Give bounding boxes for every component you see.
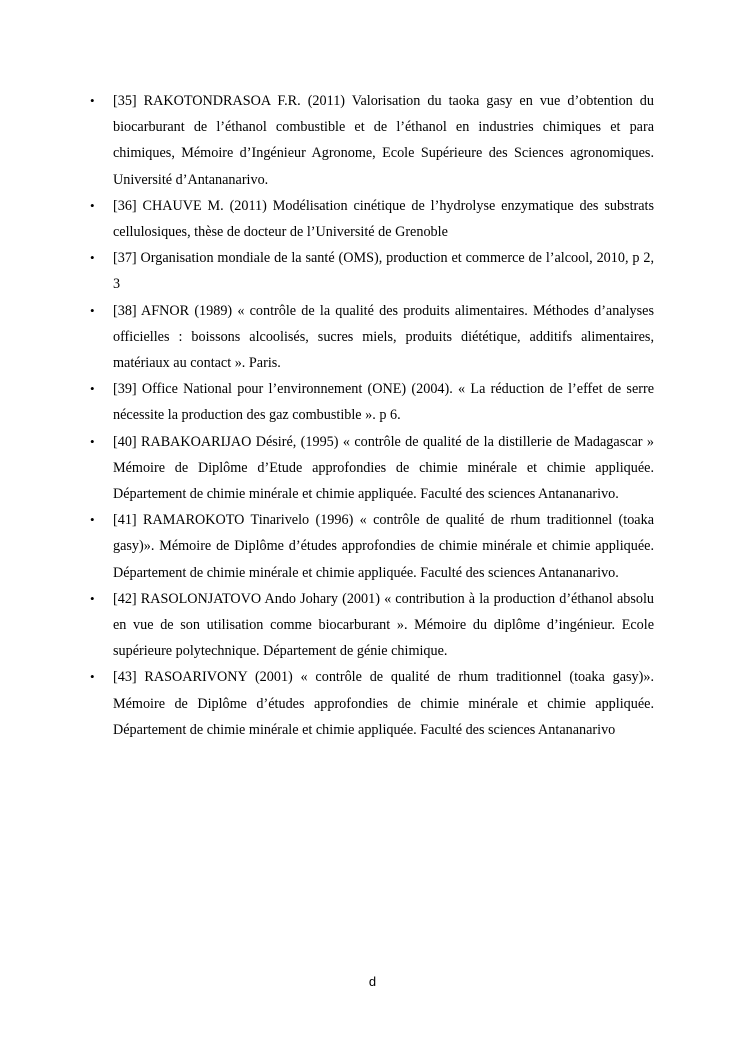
reference-text: [36] CHAUVE M. (2011) Modélisation cinétique de l’hydrolyse enzymatique des substrats cellulosiques, thèse de docteur de l’Université de Grenoble xyxy=(113,197,654,241)
reference-text: [35] RAKOTONDRASOA F.R. (2011) Valorisation du taoka gasy en vue d’obtention du biocarburant de l’éthanol combustible et de l’éthanol en industries chimiques et para chimiques, Mémoire d’Ingénieur Agronome, Ecole Supérieure des Sciences agronomiques. Université d’Antananarivo. xyxy=(113,93,654,188)
reference-text: [42] RASOLONJATOVO Ando Johary (2001) « contribution à la production d’éthanol absolu en vue de son utilisation comme biocarburant ». Mémoire du diplôme d’ingénieur. Ecole supérieure polytechnique. Département de génie chimique. xyxy=(113,590,654,660)
reference-text: [39] Office National pour l’environnement (ONE) (2004). « La réduction de l’effet de serre nécessite la production des gaz combustible ». p 6. xyxy=(113,381,654,424)
bullet-icon: • xyxy=(90,433,95,449)
bullet-icon: • xyxy=(90,93,95,108)
bullet-icon: • xyxy=(90,197,95,213)
reference-text: [40] RABAKOARIJAO Désiré, (1995) « contrôle de qualité de la distillerie de Madagascar » Mémoire de Diplôme d’Etude approfondies de chimie minérale et chimie appliquée. Département de chimie minérale et chimie appliquée. Faculté des sciences Antananarivo. xyxy=(113,433,654,503)
reference-text: [37] Organisation mondiale de la santé (OMS), production et commerce de l’alcool, 2010, p 2, 3 xyxy=(113,250,654,293)
bullet-icon: • xyxy=(90,381,95,397)
reference-list xyxy=(90,88,654,743)
bullet-icon: • xyxy=(90,302,95,318)
reference-text: [38] AFNOR (1989) « contrôle de la qualité des produits alimentaires. Méthodes d’analyses officielles : boissons alcoolisés, sucres miels, produits diététique, additifs alimentaires, matériaux au contact ». Paris. xyxy=(113,302,654,372)
bullet-icon: • xyxy=(90,669,95,685)
reference-text: [43] RASOARIVONY (2001) « contrôle de qualité de rhum traditionnel (toaka gasy)». Mémoire de Diplôme d’études approfondies de chimie minérale et chimie appliquée. Département de chimie minérale et chimie appliquée. Faculté des sciences Antananarivo xyxy=(113,669,654,738)
bullet-icon: • xyxy=(90,512,95,528)
reference-item xyxy=(90,298,654,377)
reference-item xyxy=(90,193,654,245)
page-number: d xyxy=(368,974,377,989)
reference-item xyxy=(90,245,654,297)
reference-text: [41] RAMAROKOTO Tinarivelo (1996) « contrôle de qualité de rhum traditionnel (toaka gasy)». Mémoire de Diplôme d’études approfondies de chimie minérale et chimie appliquée. Département de chimie minérale et chimie appliquée. Faculté des sciences Antananarivo. xyxy=(113,512,654,581)
reference-item xyxy=(90,586,654,665)
reference-item xyxy=(90,664,654,743)
reference-item xyxy=(90,429,654,508)
bullet-icon: • xyxy=(90,590,95,606)
reference-item xyxy=(90,88,654,193)
reference-item xyxy=(90,507,654,586)
reference-item xyxy=(90,376,654,428)
bullet-icon: • xyxy=(90,250,95,266)
